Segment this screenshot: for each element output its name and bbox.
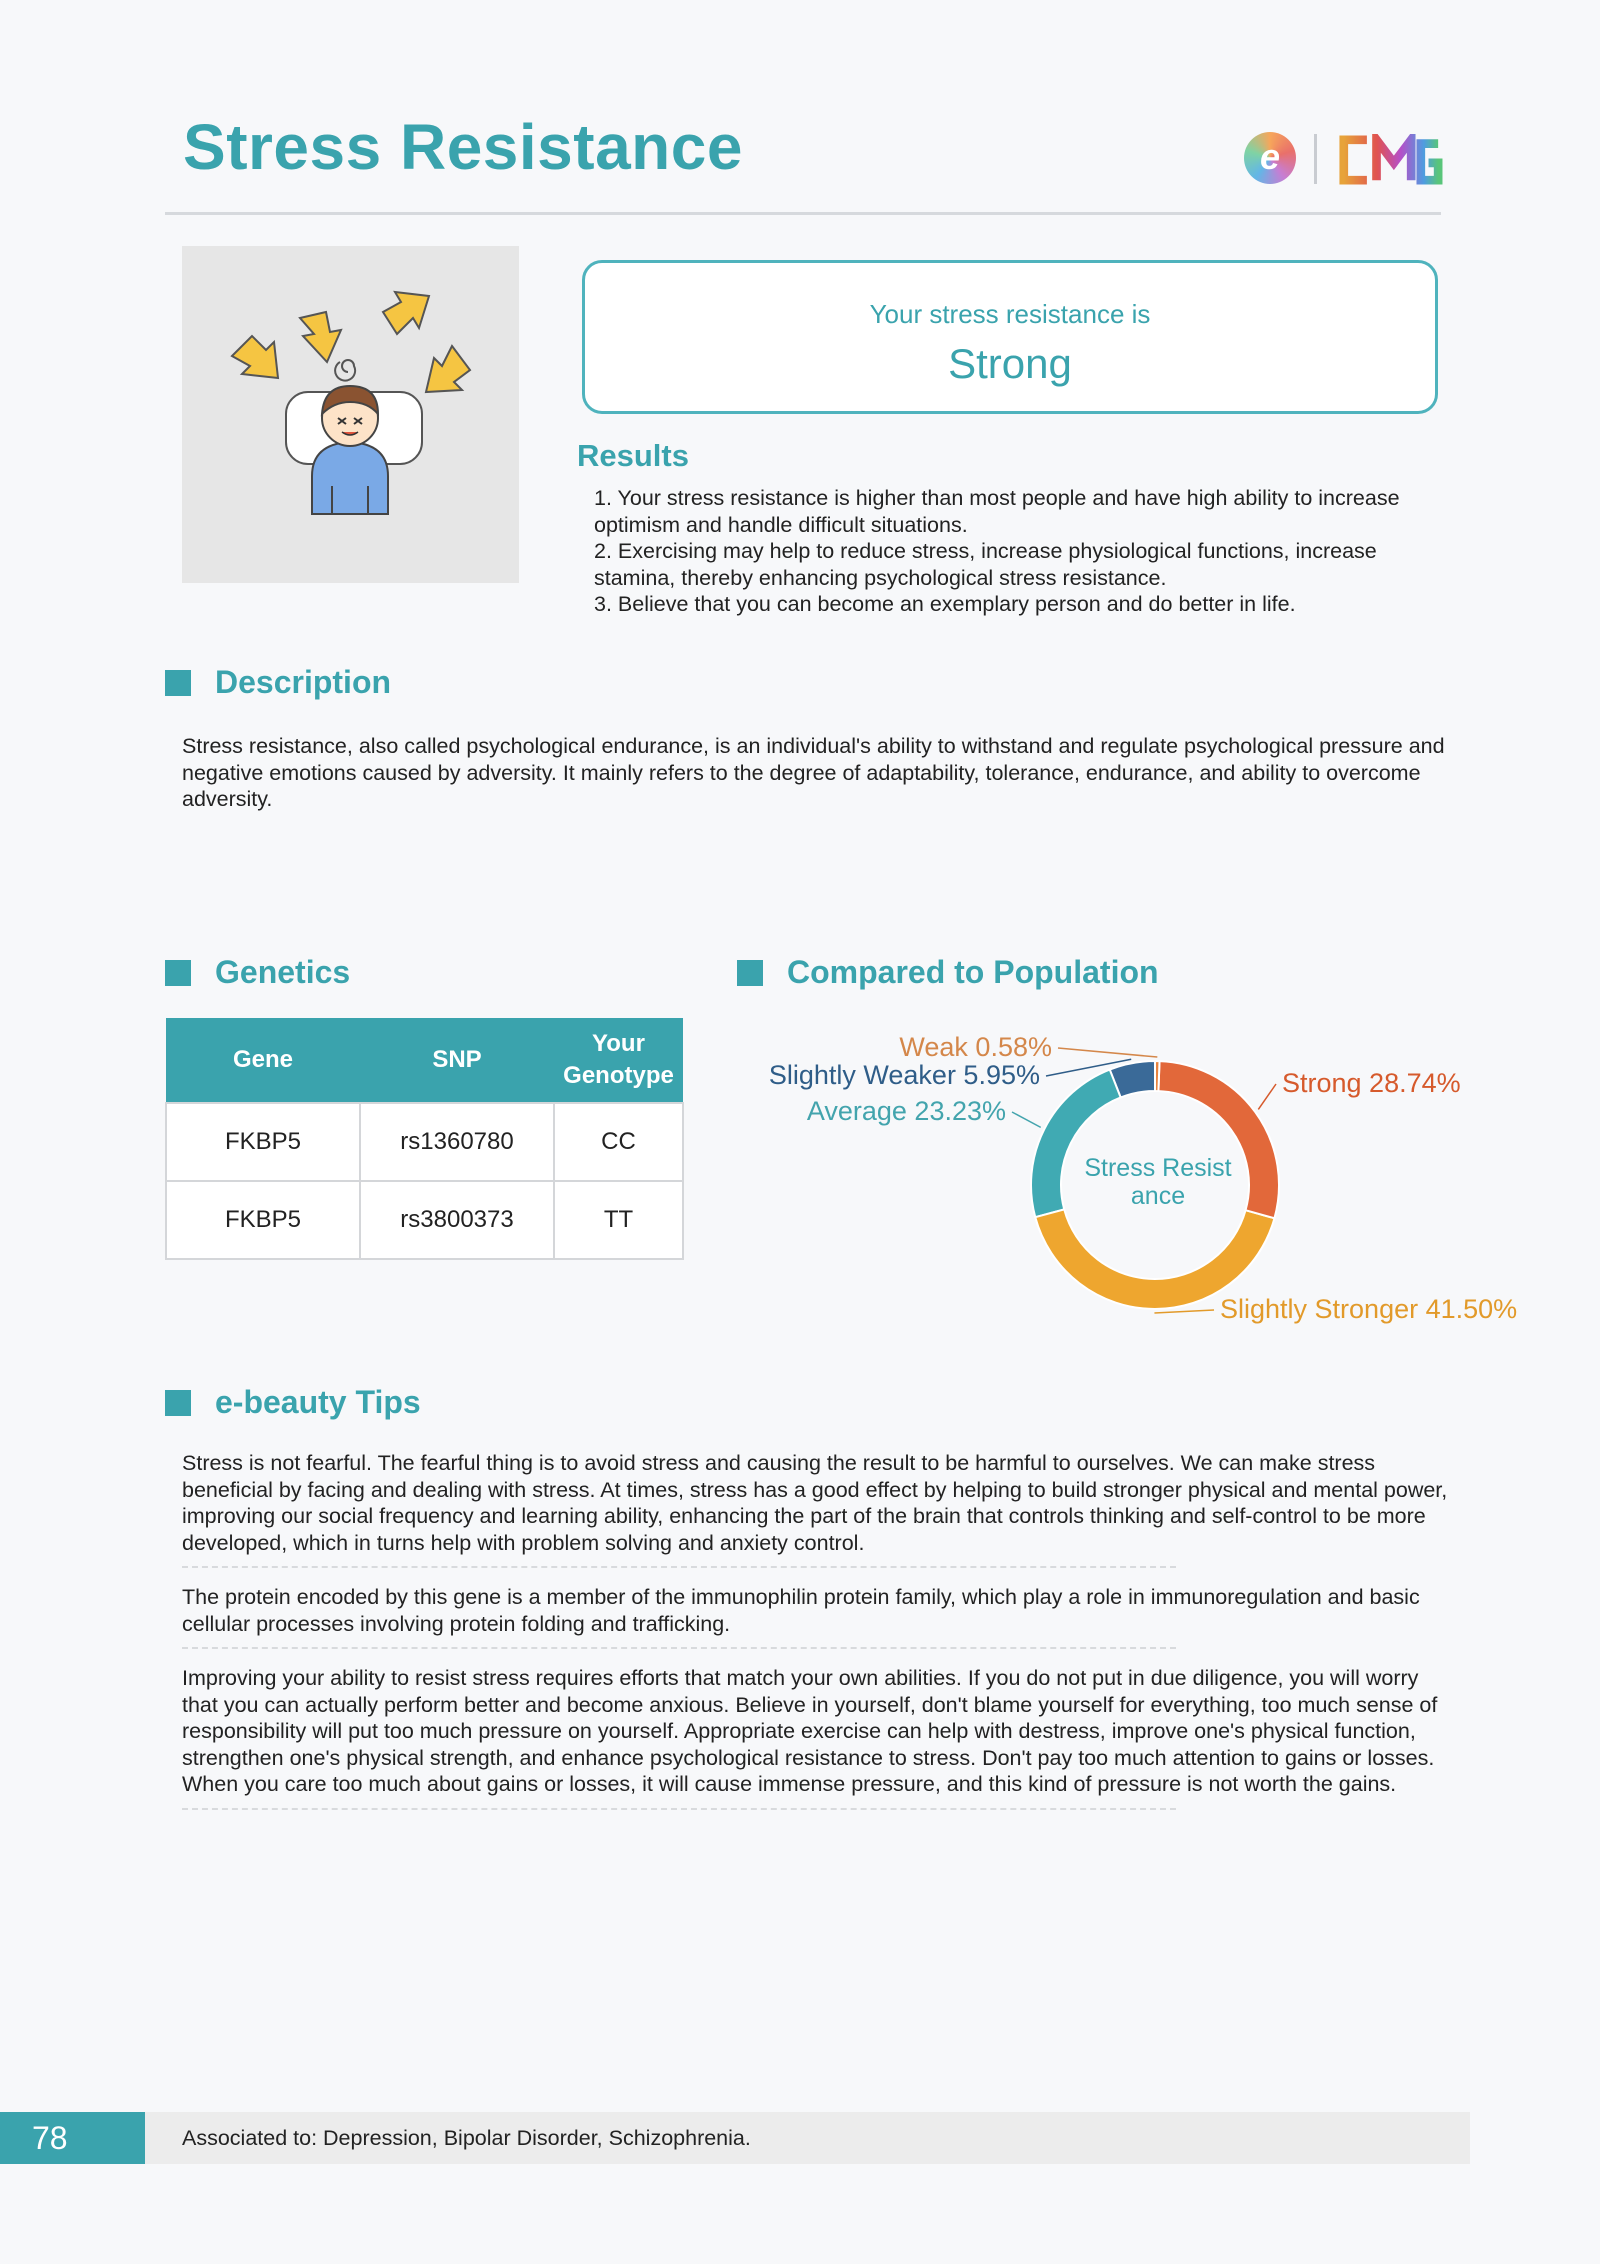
column-header: Your Genotype xyxy=(554,1018,683,1103)
donut-center-label: Stress Resist xyxy=(1084,1154,1232,1182)
result-item: 1. Your stress resistance is higher than most people and have high ability to increase optimism and handle difficult situations. xyxy=(594,486,1400,537)
donut-center-label: ance xyxy=(1130,1182,1186,1210)
section-marker xyxy=(737,960,763,986)
tip-paragraph: Improving your ability to resist stress requires efforts that match your own abilities. If you do not put in due diligence, you will worry that you can actually perform better and become anxious. Believe in yourself, don't blame yourself for everything, too much sense of responsibility will put too much pressure on yourself. Appropriate exercise can help with destress, improve one's physical function, strengthen one's physical strength, and enhance psychological resistance to stress. Don't pay too much attention to gains or losses. When you care too much about gains or losses, it will cause immense pressure, and this kind of pressure is not worth the gains. xyxy=(182,1665,1452,1810)
gene-cell: FKBP5 xyxy=(166,1181,360,1259)
footer-associations: Associated to: Depression, Bipolar Disorder, Schizophrenia. xyxy=(145,2112,1470,2164)
table-row xyxy=(166,1103,683,1181)
population-donut-chart xyxy=(700,1010,1600,1370)
genetics-heading: Genetics xyxy=(165,954,350,991)
results-list xyxy=(594,485,1414,618)
donut-leader-line xyxy=(1058,1048,1157,1057)
genetics-table xyxy=(165,1018,684,1260)
cmg-logo xyxy=(1336,134,1444,186)
genotype-cell: CC xyxy=(554,1103,683,1181)
gene-cell: FKBP5 xyxy=(166,1103,360,1181)
result-box xyxy=(582,260,1438,414)
tip-paragraph: The protein encoded by this gene is a member of the immunophilin protein family, which play a role in immunoregulation and basic cellular processes involving protein folding and trafficking. xyxy=(182,1584,1452,1649)
stress-illustration xyxy=(182,246,519,583)
donut-leader-line xyxy=(1012,1112,1041,1127)
table-row xyxy=(166,1181,683,1259)
section-marker xyxy=(165,960,191,986)
brand-logos xyxy=(1244,128,1444,194)
tips-heading: e-beauty Tips xyxy=(165,1384,421,1421)
result-item: 3. Believe that you can become an exemplary person and do better in life. xyxy=(594,592,1296,616)
snp-cell: rs3800373 xyxy=(360,1181,554,1259)
donut-slice-weak xyxy=(1155,1061,1160,1091)
section-marker xyxy=(165,670,191,696)
page-number: 78 xyxy=(0,2112,145,2164)
donut-slice-label: Weak 0.58% xyxy=(899,1032,1052,1062)
table-header-row xyxy=(166,1018,683,1103)
results-heading: Results xyxy=(577,438,689,473)
section-marker xyxy=(165,1390,191,1416)
donut-leader-line xyxy=(1154,1310,1214,1313)
description-text: Stress resistance, also called psychological endurance, is an individual's ability to withstand and regulate psychological pressure and negative emotions caused by adversity. It mainly refers to the degree of adaptability, tolerance, endurance, and ability to overcome adversity. xyxy=(182,734,1445,811)
result-lead: Your stress resistance is xyxy=(869,299,1151,329)
donut-slice-label: Strong 28.74% xyxy=(1282,1068,1461,1098)
population-heading: Compared to Population xyxy=(737,954,1159,991)
column-header: SNP xyxy=(360,1018,554,1103)
donut-slice-label: Average 23.23% xyxy=(806,1096,1006,1126)
description-heading: Description xyxy=(165,664,391,701)
title-divider xyxy=(165,212,1441,215)
result-level: Strong xyxy=(948,340,1072,387)
donut-slice-label: Slightly Weaker 5.95% xyxy=(768,1060,1040,1090)
page-title: Stress Resistance xyxy=(183,111,743,183)
donut-slice-average xyxy=(1031,1070,1121,1218)
donut-leader-line xyxy=(1258,1084,1276,1109)
tips-list xyxy=(182,1450,1452,1826)
snp-cell: rs1360780 xyxy=(360,1103,554,1181)
genotype-cell: TT xyxy=(554,1181,683,1259)
donut-slice-label: Slightly Stronger 41.50% xyxy=(1220,1294,1518,1324)
result-item: 2. Exercising may help to reduce stress, increase physiological functions, increase stamina, thereby enhancing psychological stress resistance. xyxy=(594,539,1377,590)
logo-divider xyxy=(1314,134,1317,184)
tip-paragraph: Stress is not fearful. The fearful thing is to avoid stress and causing the result to be harmful to ourselves. We can make stress beneficial by facing and dealing with stress. At times, stress has a good effect by helping to build stronger physical and mental power, improving our social frequency and learning ability, enhancing the part of the brain that controls thinking and self-control to be more developed, which in turns help with problem solving and anxiety control. xyxy=(182,1450,1452,1568)
e-beauty-logo: e xyxy=(1244,132,1296,184)
column-header: Gene xyxy=(166,1018,360,1103)
